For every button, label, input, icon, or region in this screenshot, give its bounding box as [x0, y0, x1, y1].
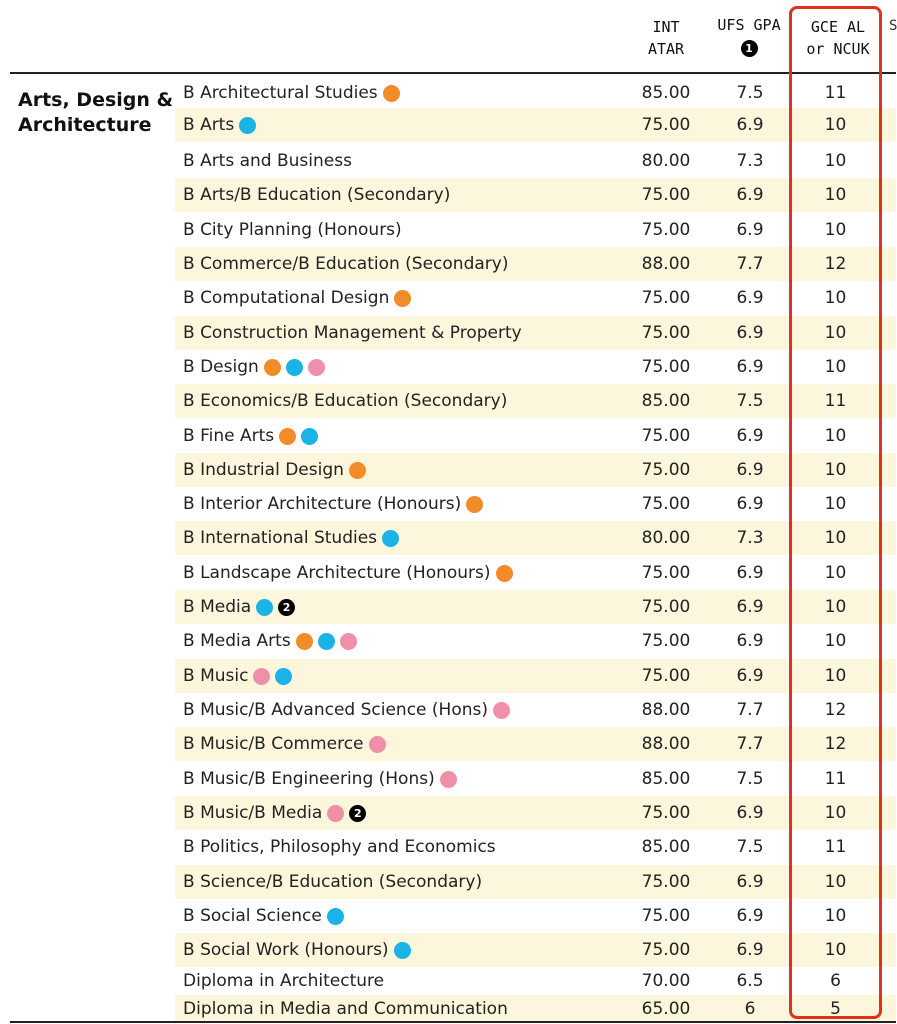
- atar-cell: 75.00: [641, 563, 691, 583]
- course-name: B Fine Arts: [183, 426, 275, 446]
- gpa-cell: 6.9: [736, 631, 764, 651]
- gce-cell: 12: [824, 254, 847, 274]
- blue-dot-icon: [239, 117, 256, 134]
- gce-cell: 10: [824, 357, 847, 377]
- pink-dot-icon: [440, 771, 457, 788]
- atar-cell: 75.00: [641, 906, 691, 926]
- atar-cell: 75.00: [641, 460, 691, 480]
- gce-cell: 10: [824, 906, 847, 926]
- pink-dot-icon: [369, 736, 386, 753]
- course-name: B Architectural Studies: [183, 83, 378, 103]
- course-name: B Industrial Design: [183, 460, 344, 480]
- gce-cell: 10: [824, 494, 847, 514]
- course-name: Diploma in Architecture: [183, 971, 385, 991]
- atar-cell: 85.00: [641, 837, 691, 857]
- course-name: B Science/B Education (Secondary): [183, 872, 483, 892]
- gpa-cell: 6.9: [736, 940, 764, 960]
- atar-cell: 70.00: [641, 971, 691, 991]
- course-name-cell: [183, 899, 344, 933]
- course-name: B Music/B Commerce: [183, 734, 364, 754]
- gce-cell: 10: [824, 288, 847, 308]
- atar-cell: 85.00: [641, 391, 691, 411]
- blue-dot-icon: [275, 668, 292, 685]
- table-row: [175, 995, 896, 1023]
- bottom-divider: [10, 1021, 896, 1023]
- table-row: [175, 108, 896, 142]
- section-title: Arts, Design & Architecture: [18, 89, 174, 136]
- course-name: B Politics, Philosophy and Economics: [183, 837, 496, 857]
- gpa-cell: 6.9: [736, 666, 764, 686]
- table-row: [175, 727, 896, 761]
- gce-cell: 10: [824, 323, 847, 343]
- gpa-cell: 6.9: [736, 872, 764, 892]
- blue-dot-icon: [327, 908, 344, 925]
- course-name-cell: [183, 865, 482, 899]
- gpa-cell: 6: [744, 999, 756, 1019]
- course-name-cell: [183, 933, 411, 967]
- course-name-cell: [183, 762, 457, 796]
- gpa-cell: 6.9: [736, 288, 764, 308]
- column-header-ufs-gpa: [708, 14, 790, 58]
- course-name-cell: [183, 967, 384, 995]
- gce-cell: 10: [824, 151, 847, 171]
- table-row: [175, 899, 896, 933]
- gpa-cell: 6.9: [736, 597, 764, 617]
- course-name: B Computational Design: [183, 288, 390, 308]
- gpa-cell: 7.7: [736, 700, 764, 720]
- course-name-cell: [183, 419, 318, 453]
- pink-dot-icon: [340, 633, 357, 650]
- table-row: [175, 659, 896, 693]
- course-name-cell: [183, 281, 411, 315]
- orange-dot-icon: [349, 462, 366, 479]
- course-name: B Interior Architecture (Honours): [183, 494, 462, 514]
- pink-dot-icon: [308, 359, 325, 376]
- course-name: B Arts: [183, 115, 235, 135]
- blue-dot-icon: [286, 359, 303, 376]
- blue-dot-icon: [394, 942, 411, 959]
- table-row: [175, 247, 896, 281]
- atar-cell: 88.00: [641, 254, 691, 274]
- gpa-cell: 7.5: [736, 391, 764, 411]
- gce-cell: 10: [824, 666, 847, 686]
- course-name-cell: [183, 659, 292, 693]
- orange-dot-icon: [394, 290, 411, 307]
- gpa-cell: 7.7: [736, 734, 764, 754]
- course-name-cell: [183, 995, 508, 1023]
- gpa-cell: 6.9: [736, 220, 764, 240]
- course-name: B Social Science: [183, 906, 322, 926]
- course-name: B Design: [183, 357, 259, 377]
- footnote-2-icon: 2: [349, 805, 366, 822]
- course-name: B Economics/B Education (Secondary): [183, 391, 508, 411]
- orange-dot-icon: [296, 633, 313, 650]
- course-name: B Music/B Media: [183, 803, 323, 823]
- header-line: UFS GPA: [717, 16, 781, 34]
- course-name-cell: [183, 727, 386, 761]
- gpa-cell: 7.5: [736, 769, 764, 789]
- table-row: [175, 590, 896, 624]
- course-name-cell: [183, 144, 352, 178]
- atar-cell: 80.00: [641, 528, 691, 548]
- course-name-cell: [183, 693, 510, 727]
- column-header-gce-al: [794, 16, 882, 60]
- atar-cell: 75.00: [641, 323, 691, 343]
- gpa-cell: 7.3: [736, 528, 764, 548]
- course-name: B Music/B Engineering (Hons): [183, 769, 435, 789]
- gce-cell: 5: [830, 999, 841, 1019]
- table-row: [175, 556, 896, 590]
- course-name-cell: [183, 590, 295, 624]
- gpa-cell: 7.7: [736, 254, 764, 274]
- course-name: B Media: [183, 597, 252, 617]
- atar-cell: 75.00: [641, 872, 691, 892]
- table-row: [175, 316, 896, 350]
- atar-cell: 75.00: [641, 426, 691, 446]
- table-row: [175, 144, 896, 178]
- atar-cell: 75.00: [641, 631, 691, 651]
- gpa-cell: 7.3: [736, 151, 764, 171]
- orange-dot-icon: [264, 359, 281, 376]
- blue-dot-icon: [301, 428, 318, 445]
- column-header-int-atar: [636, 16, 696, 60]
- course-name: B Media Arts: [183, 631, 291, 651]
- atar-cell: 65.00: [641, 999, 691, 1019]
- course-name-cell: [183, 350, 325, 384]
- gpa-cell: 6.9: [736, 460, 764, 480]
- table-row: [175, 350, 896, 384]
- course-name: Diploma in Media and Communication: [183, 999, 508, 1019]
- gce-cell: 12: [824, 734, 847, 754]
- course-name: B Social Work (Honours): [183, 940, 389, 960]
- footnote-2-icon: 2: [278, 599, 295, 616]
- gce-cell: 10: [824, 940, 847, 960]
- course-name-cell: [183, 247, 508, 281]
- course-name-cell: [183, 453, 366, 487]
- gce-cell: 10: [824, 115, 847, 135]
- orange-dot-icon: [383, 85, 400, 102]
- pink-dot-icon: [327, 805, 344, 822]
- table-row: [175, 178, 896, 212]
- blue-dot-icon: [256, 599, 273, 616]
- course-name: B Landscape Architecture (Honours): [183, 563, 491, 583]
- gpa-cell: 6.9: [736, 494, 764, 514]
- atar-cell: 75.00: [641, 357, 691, 377]
- gce-cell: 11: [824, 83, 847, 103]
- gpa-cell: 6.9: [736, 357, 764, 377]
- course-name-cell: [183, 521, 399, 555]
- header-divider: [10, 72, 896, 74]
- course-name-cell: [183, 316, 522, 350]
- atar-cell: 75.00: [641, 115, 691, 135]
- gpa-cell: 6.9: [736, 563, 764, 583]
- course-name-cell: [183, 76, 400, 110]
- cut-off-header-fragment: S: [889, 18, 897, 34]
- table-row: [175, 384, 896, 418]
- orange-dot-icon: [496, 565, 513, 582]
- gce-cell: 10: [824, 460, 847, 480]
- header-line: or NCUK: [806, 40, 870, 58]
- gpa-cell: 6.5: [736, 971, 764, 991]
- atar-cell: 75.00: [641, 940, 691, 960]
- gpa-cell: 6.9: [736, 426, 764, 446]
- course-name: B Commerce/B Education (Secondary): [183, 254, 509, 274]
- gce-cell: 10: [824, 220, 847, 240]
- header-line: GCE AL: [810, 18, 866, 36]
- course-name: B Music: [183, 666, 249, 686]
- course-name: B International Studies: [183, 528, 378, 548]
- course-name: B Construction Management & Property: [183, 323, 522, 343]
- course-name-cell: [183, 487, 483, 521]
- table-row: [175, 865, 896, 899]
- course-name-cell: [183, 556, 513, 590]
- table-row: [175, 453, 896, 487]
- atar-cell: 88.00: [641, 700, 691, 720]
- atar-cell: 75.00: [641, 666, 691, 686]
- blue-dot-icon: [318, 633, 335, 650]
- orange-dot-icon: [466, 496, 483, 513]
- atar-cell: 75.00: [641, 185, 691, 205]
- gce-cell: 12: [824, 700, 847, 720]
- atar-cell: 85.00: [641, 83, 691, 103]
- course-name: B Arts and Business: [183, 151, 352, 171]
- gce-cell: 10: [824, 426, 847, 446]
- atar-cell: 80.00: [641, 151, 691, 171]
- table-row: [175, 213, 896, 247]
- atar-cell: 75.00: [641, 288, 691, 308]
- course-name-cell: [183, 178, 450, 212]
- header-line: ATAR: [647, 40, 685, 58]
- gce-cell: 10: [824, 597, 847, 617]
- gce-cell: 11: [824, 391, 847, 411]
- gpa-cell: 6.9: [736, 185, 764, 205]
- gce-cell: 6: [830, 971, 841, 991]
- atar-cell: 88.00: [641, 734, 691, 754]
- footnote-1-icon: 1: [741, 40, 758, 57]
- gce-cell: 10: [824, 528, 847, 548]
- course-name-cell: [183, 108, 256, 142]
- gpa-cell: 6.9: [736, 115, 764, 135]
- course-name-cell: [183, 213, 402, 247]
- course-name-cell: [183, 624, 357, 658]
- course-name: B Arts/B Education (Secondary): [183, 185, 451, 205]
- header-line: INT: [652, 18, 680, 36]
- course-name-cell: [183, 384, 507, 418]
- gce-cell: 10: [824, 563, 847, 583]
- atar-cell: 75.00: [641, 494, 691, 514]
- atar-cell: 75.00: [641, 220, 691, 240]
- pink-dot-icon: [493, 702, 510, 719]
- table-row: [175, 796, 896, 830]
- table-row: [175, 419, 896, 453]
- table-row: [175, 762, 896, 796]
- gce-cell: 10: [824, 185, 847, 205]
- table-row: [175, 281, 896, 315]
- gpa-cell: 6.9: [736, 906, 764, 926]
- gce-cell: 10: [824, 872, 847, 892]
- table-row: [175, 830, 896, 864]
- atar-cell: 85.00: [641, 769, 691, 789]
- course-name: B Music/B Advanced Science (Hons): [183, 700, 488, 720]
- gce-cell: 11: [824, 769, 847, 789]
- course-name-cell: [183, 796, 366, 830]
- orange-dot-icon: [279, 428, 296, 445]
- gce-cell: 10: [824, 631, 847, 651]
- table-row: [175, 76, 896, 110]
- gce-cell: 11: [824, 837, 847, 857]
- atar-cell: 75.00: [641, 597, 691, 617]
- course-name: B City Planning (Honours): [183, 220, 402, 240]
- table-row: [175, 967, 896, 995]
- atar-cell: 75.00: [641, 803, 691, 823]
- table-row: [175, 624, 896, 658]
- table-row: [175, 693, 896, 727]
- gpa-cell: 6.9: [736, 803, 764, 823]
- course-name-cell: [183, 830, 496, 864]
- pink-dot-icon: [253, 668, 270, 685]
- table-row: [175, 933, 896, 967]
- table-row: [175, 487, 896, 521]
- gce-cell: 10: [824, 803, 847, 823]
- table-row: [175, 521, 896, 555]
- gpa-cell: 6.9: [736, 323, 764, 343]
- gpa-cell: 7.5: [736, 83, 764, 103]
- blue-dot-icon: [382, 530, 399, 547]
- gpa-cell: 7.5: [736, 837, 764, 857]
